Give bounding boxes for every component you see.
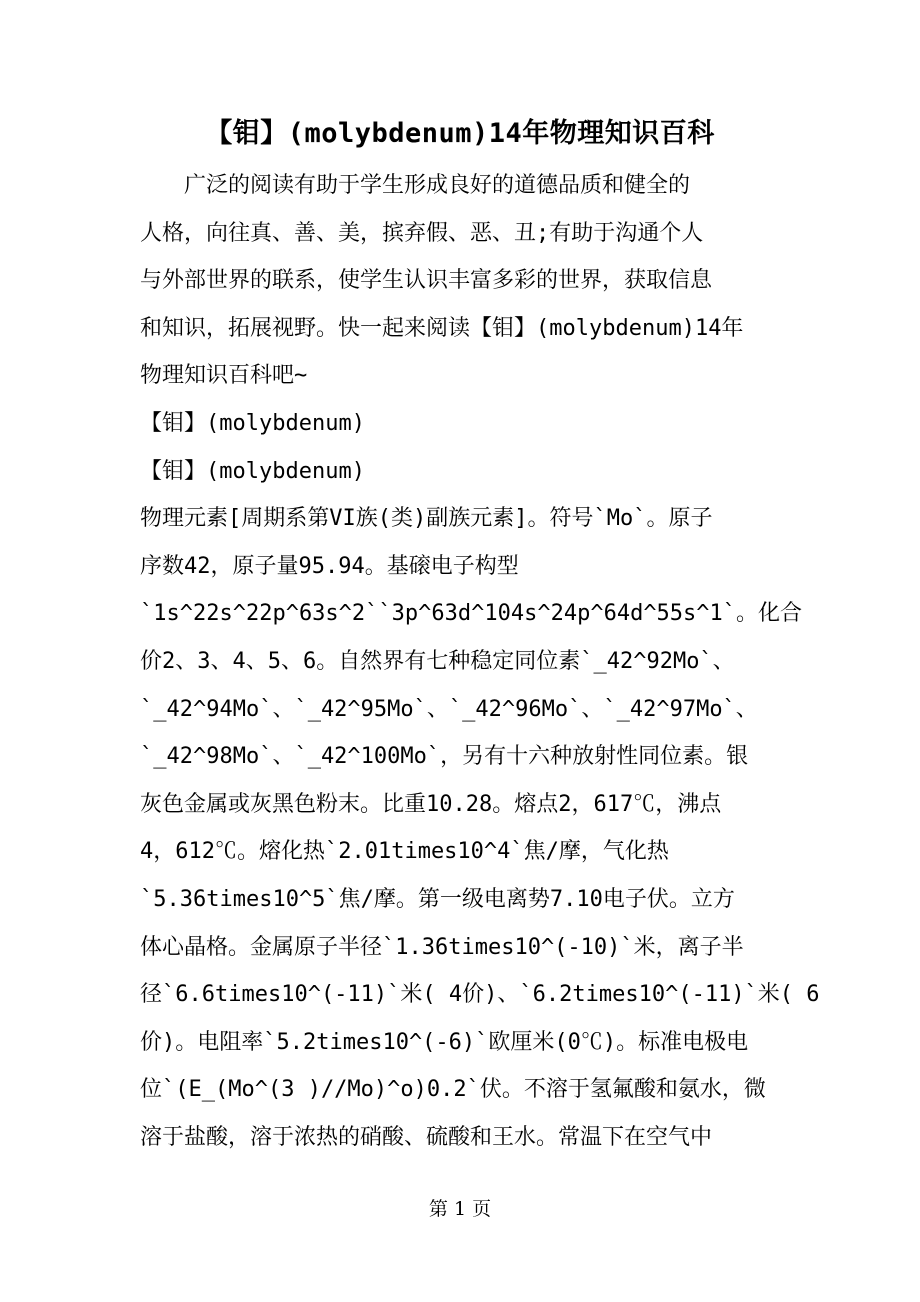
paragraph-line: 灰色金属或灰黑色粉末。比重10.28。熔点2，617℃，沸点 (140, 791, 722, 817)
paragraph-line: `_42^98Mo`、`_42^100Mo`，另有十六种放射性同位素。银 (140, 744, 749, 770)
paragraph-line: 物理知识百科吧~ (140, 363, 308, 389)
paragraph-line: 位`(E_(Mo^(3 )//Mo)^o)0.2`伏。不溶于氢氟酸和氨水，微 (140, 1077, 766, 1103)
paragraph-line: 径`6.6times10^(-11)`米( 4价)、`6.2times10^(-11)`米( 6 (140, 982, 820, 1008)
paragraph-line: `5.36times10^5`焦/摩。第一级电离势7.10电子伏。立方 (140, 886, 735, 912)
paragraph-line: 人格，向往真、善、美，摈弃假、恶、丑;有助于沟通个人 (140, 220, 704, 246)
paragraph-line: `1s^22s^22p^63s^2``3p^63d^104s^24p^64d^55s^1`。化合 (140, 601, 803, 627)
paragraph-line: 体心晶格。金属原子半径`1.36times10^(-10)`米，离子半 (140, 934, 744, 960)
paragraph-line: 价2、3、4、5、6。自然界有七种稳定同位素`_42^92Mo`、 (140, 648, 735, 674)
paragraph-line: 广泛的阅读有助于学生形成良好的道德品质和健全的 (184, 173, 691, 198)
paragraph-line: 价)。电阻率`5.2times10^(-6)`欧厘米(0℃)。标准电极电 (140, 1029, 749, 1055)
document-title: 【钼】(molybdenum)14年物理知识百科 (205, 118, 715, 149)
section-heading: 【钼】(molybdenum) (140, 410, 365, 436)
page-number: 第 1 页 (428, 1198, 492, 1220)
document-body (140, 162, 820, 1161)
paragraph-line: `_42^94Mo`、`_42^95Mo`、`_42^96Mo`、`_42^97Mo`、 (140, 696, 758, 722)
paragraph-line: 溶于盐酸，溶于浓热的硝酸、硫酸和王水。常温下在空气中 (140, 1124, 713, 1150)
paragraph-line: 4，612℃。熔化热`2.01times10^4`焦/摩，气化热 (140, 839, 669, 865)
paragraph-line: 物理元素[周期系第VI族(类)副族元素]。符号`Mo`。原子 (140, 506, 713, 532)
paragraph-line: 和知识，拓展视野。快一起来阅读【钼】(molybdenum)14年 (140, 315, 744, 341)
section-heading: 【钼】(molybdenum) (140, 458, 365, 484)
paragraph-line: 与外部世界的联系，使学生认识丰富多彩的世界，获取信息 (140, 268, 713, 294)
paragraph-line: 序数42，原子量95.94。基磙电子构型 (140, 553, 519, 579)
